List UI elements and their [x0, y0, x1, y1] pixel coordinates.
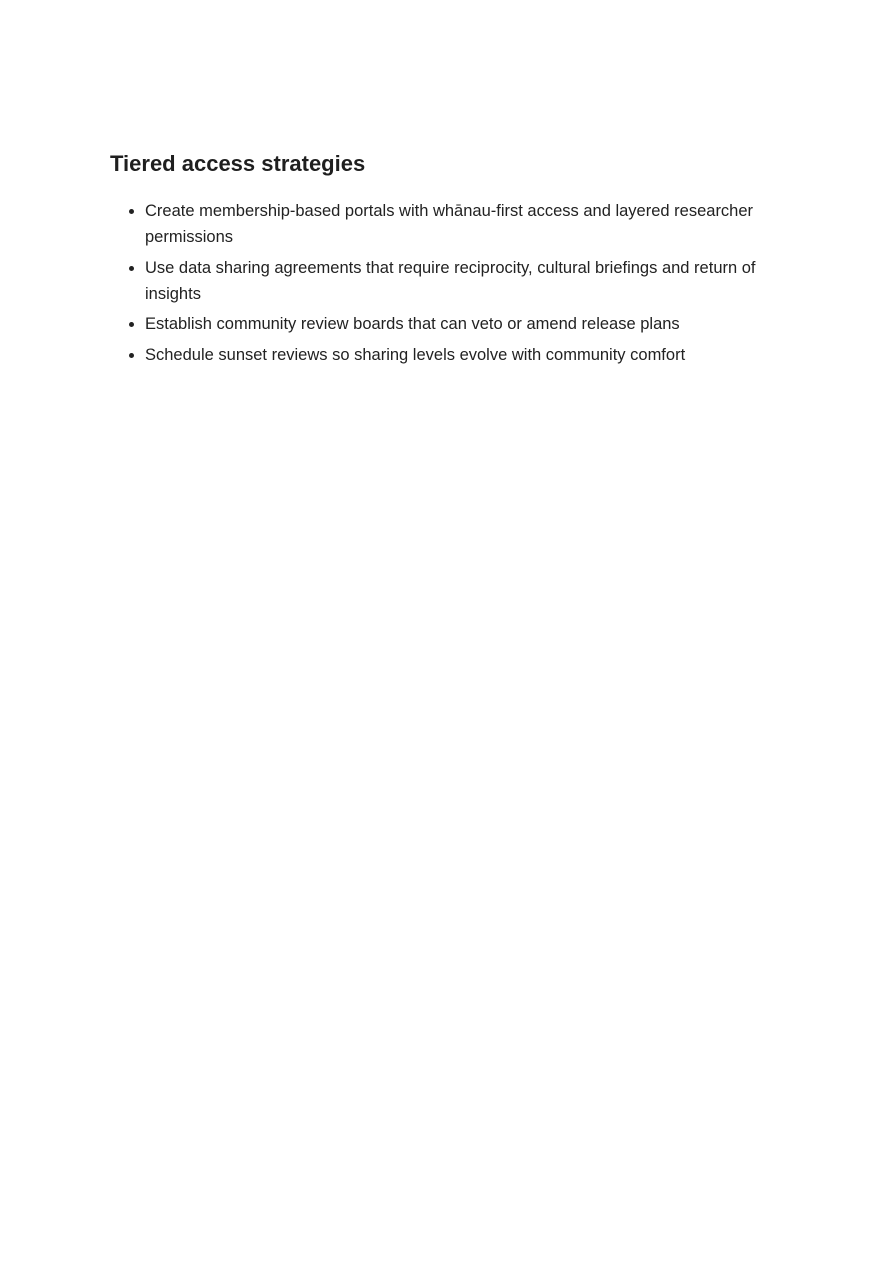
list-item — [145, 255, 780, 307]
list-item-text: Schedule sunset reviews so sharing levels evolve with community comfort — [145, 345, 686, 364]
section-heading: Tiered access strategies — [110, 151, 366, 176]
document-page — [110, 148, 780, 372]
list-item — [145, 198, 780, 250]
list-item-text: Create membership-based portals with whānau-first access and layered researcher permissions — [145, 202, 754, 246]
bullet-list — [110, 198, 780, 368]
bullet-icon — [129, 322, 134, 327]
bullet-icon — [129, 266, 134, 271]
list-item-text: Use data sharing agreements that require reciprocity, cultural briefings and return of insights — [145, 258, 756, 303]
bullet-icon — [129, 209, 134, 214]
list-item — [145, 311, 780, 337]
bullet-icon — [129, 353, 134, 358]
list-item-text: Establish community review boards that can veto or amend release plans — [145, 315, 680, 333]
list-item — [145, 342, 780, 368]
